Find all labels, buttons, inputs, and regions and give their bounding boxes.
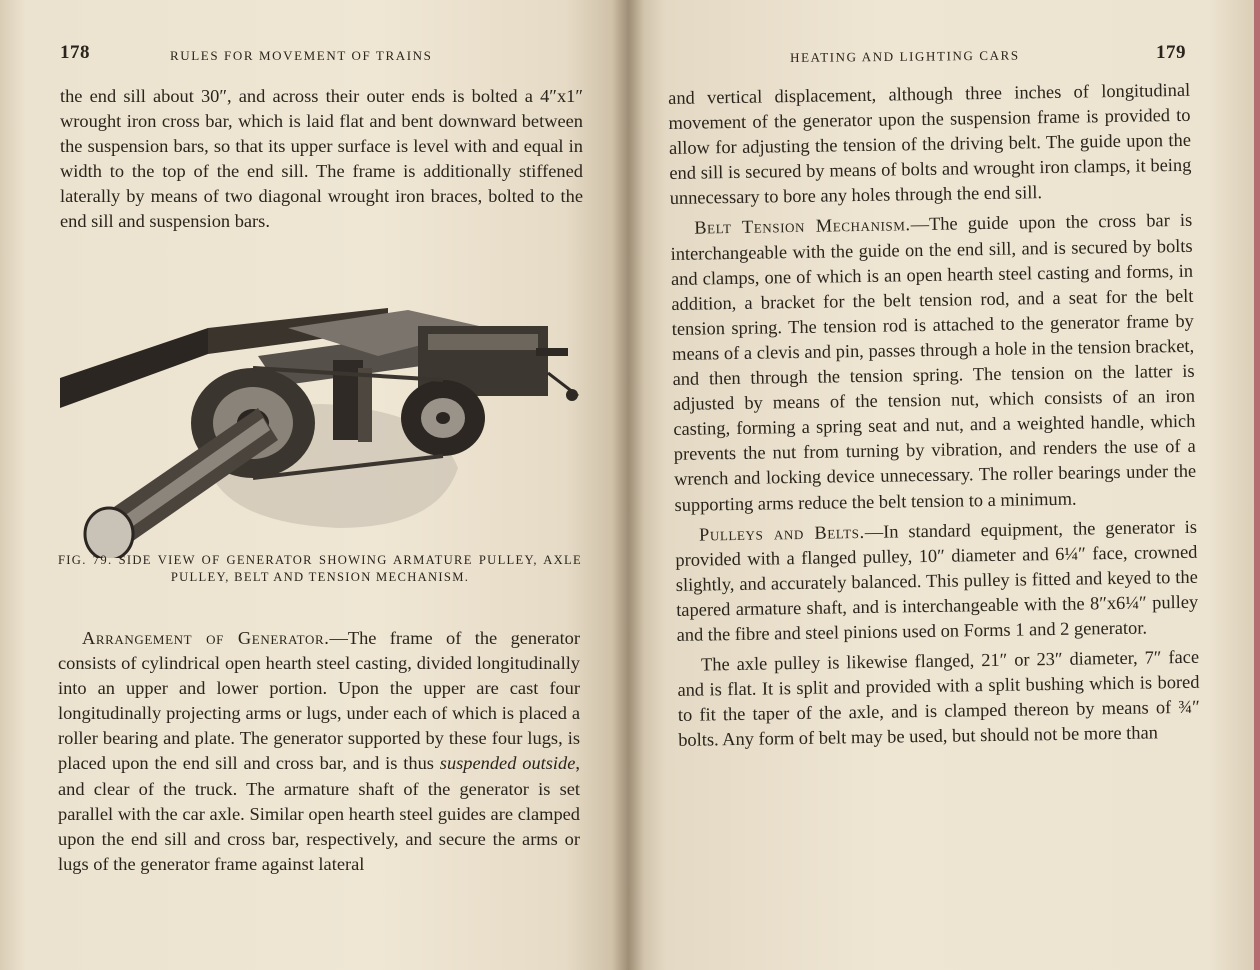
arrangement-heading: Arrangement of Generator.: [82, 628, 330, 648]
right-body: [668, 78, 1200, 759]
left-running-head: RULES FOR MOVEMENT OF TRAINS: [170, 48, 433, 63]
pulleys-heading: Pulleys and Belts.: [698, 521, 865, 545]
right-paragraph-1: and vertical displacement, although three inches of longitudinal movement of the generator upon the suspension frame is provided to allow for adjusting the tension of the driving belt. The guide upon the end sill is secured by means of bolts and wrought iron clamps, it being unnecessary to bore any holes through the end sill.: [668, 79, 1192, 209]
axle-pulley-paragraph: The axle pulley is likewise flanged, 21″ or 23″ diameter, 7″ face and is flat. It is split and provided with a split bushing which is bored to fit the taper of the axle, and is clamped thereon by means of ¾″ bolts. Any form of belt may be used, but should not be more than: [677, 646, 1200, 751]
left-top-paragraph: [60, 84, 583, 235]
arrangement-emphasis: suspended outside: [439, 753, 576, 774]
belt-tension-heading: Belt Tension Mechanism.: [694, 214, 911, 239]
right-page: [628, 0, 1260, 970]
left-bottom-paragraph: [58, 626, 580, 877]
figure-caption: FIG. 79. SIDE VIEW OF GENERATOR SHOWING ARMATURE PULLEY, AXLE PULLEY, BELT AND TENSION MECHANISM.: [58, 553, 582, 584]
left-page-number: 178: [60, 42, 90, 63]
right-running-head: HEATING AND LIGHTING CARS: [790, 47, 1020, 65]
generator-figure: [58, 268, 584, 558]
generator-illustration: [58, 268, 584, 558]
right-page-number: 179: [1156, 42, 1186, 63]
arrangement-text-1: —The frame of the generator consists of cylindrical open hearth steel casting, divided longitudinally into an upper and lower portion. Upon the upper are cast four longitudinally projecting arms or lugs, under each of which is placed a roller bearing and plate. The generator supported by these four lugs, is placed upon the end sill and cross bar, and is thus: [58, 628, 580, 774]
page-edge: [1254, 0, 1260, 970]
pulleys-paragraph: [675, 514, 1199, 648]
belt-tension-text: —The guide upon the cross bar is interchangeable with the guide on the end sill, and is secured by bolts and clamps, one of which is an open hearth steel casting and forms, in addition, a bracket for the belt tension rod, and a seat for the belt tension spring. The tension rod is attached to the generator frame by means of a clevis and pin, passes through a hole in the tension bracket, and then through the tension spring. The tension on the latter is adjusted by means of the tension nut, which consists of an iron casting, forming a spring seat and nut, and a weighted handle, which prevents the nut from turning by vibration, and renders the use of a wrench and locking device unnecessary. The roller bearings under the supporting arms reduce the belt tension to a minimum.: [670, 210, 1197, 515]
left-page: [0, 0, 628, 970]
belt-tension-paragraph: [670, 208, 1197, 517]
left-top-paragraph-text: the end sill about 30″, and across their outer ends is bolted a 4″x1″ wrought iron cross bar, which is laid flat and bent downward between the suspension bars, so that its upper surface is level with and equal in width to the top of the end sill. The frame is additionally stiffened laterally by means of two diagonal wrought iron braces, bolted to the end sill and suspension bars.: [60, 86, 583, 232]
arrangement-text-2: , and clear of the truck. The armature shaft of the generator is set parallel with the car axle. Similar open hearth steel guides are clamped upon the end sill and cross bar, respectively, and secure the arms or lugs of the generator frame against lateral: [58, 753, 580, 874]
pulleys-text: —In standard equipment, the generator is provided with a flanged pulley, 10″ diameter and 6¼″ face, crowned slightly, and accurately balanced. This pulley is fitted and keyed to the tapered armature shaft, and is interchangeable with the 8″x6¼″ pulley and the fibre and steel pinions used on Forms 1 and 2 generator.: [675, 516, 1199, 645]
